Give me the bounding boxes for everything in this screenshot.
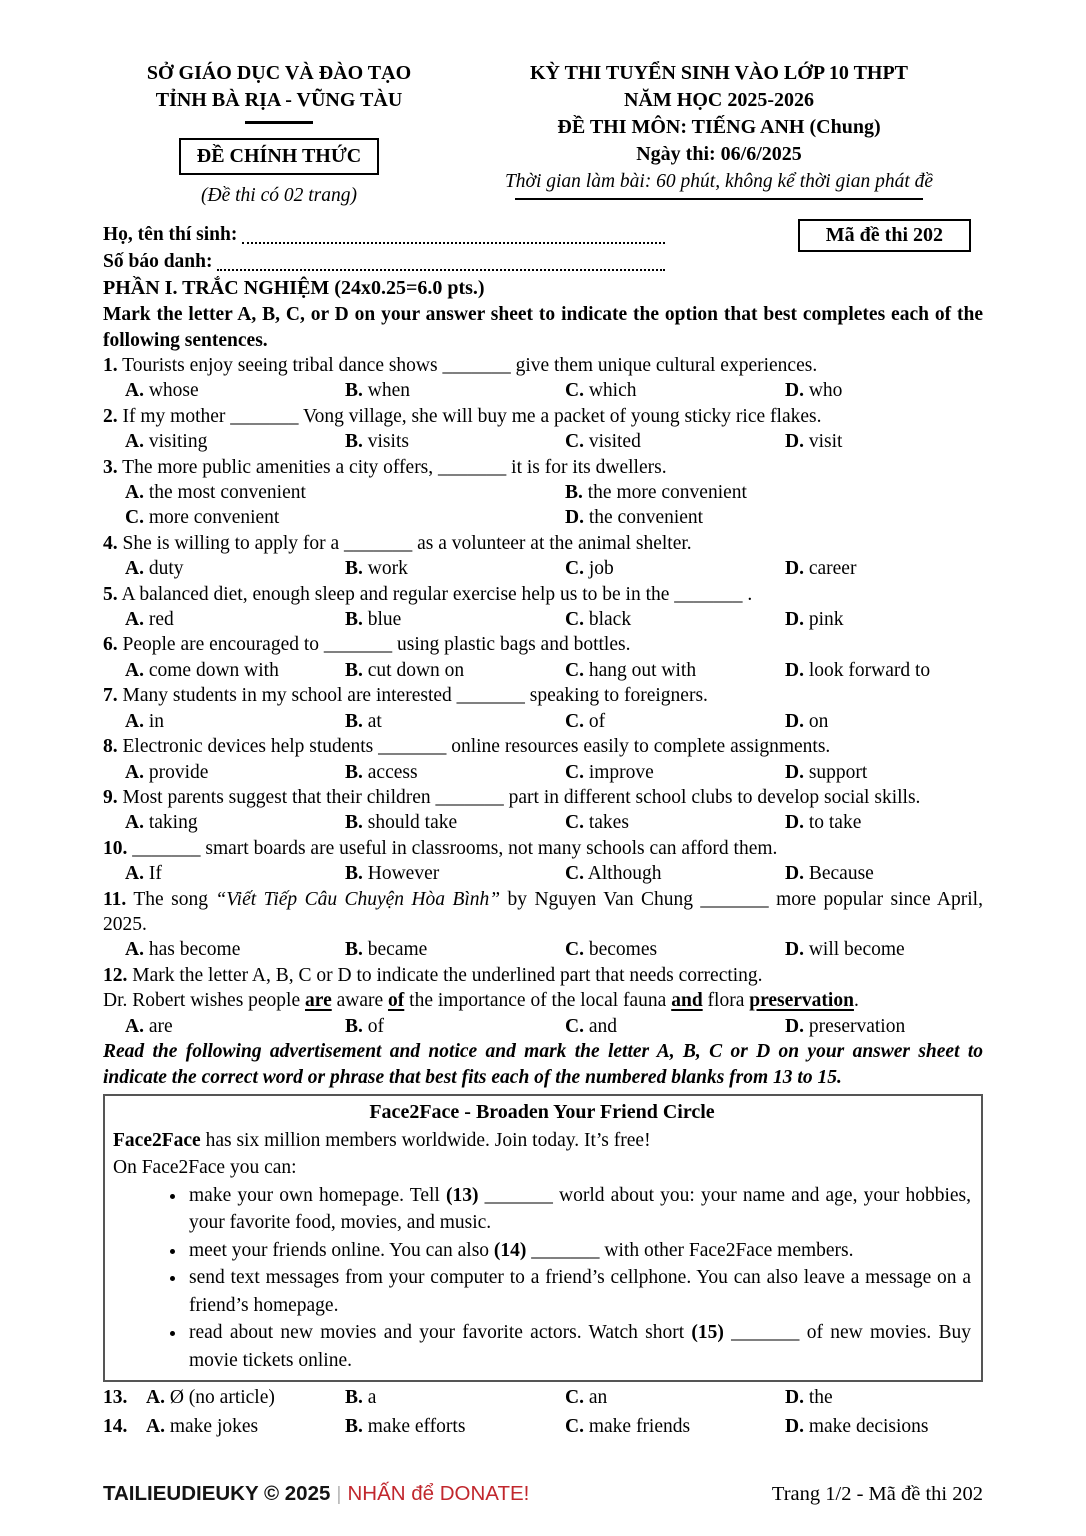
option-a: A. red [125,609,174,631]
donate-link[interactable]: NHẤN để DONATE! [347,1482,530,1505]
option-b: B. work [345,558,408,580]
option-d: D. pink [785,609,844,631]
question-7 [103,683,983,708]
header-left-divider [245,121,313,124]
exam-date: Ngày thi: 06/6/2025 [636,143,802,165]
notice-line2: On Face2Face you can: [113,1157,297,1179]
question-text: Mark the letter A, B, C or D to indicate the underlined part that needs correcting. [132,964,763,986]
option-d: D. who [785,380,843,402]
option-b: B. access [345,761,418,783]
option-d: D. career [785,558,857,580]
question-3-options [125,480,983,531]
question-number: 3. [103,456,118,478]
option-d: D. the convenient [565,507,704,529]
question-4 [103,531,983,556]
option-a: A. in [125,710,165,732]
option-a: A. taking [125,812,198,834]
option-a: A. visiting [125,431,208,453]
question-text: A balanced diet, enough sleep and regular exercise help us to be in the _______ . [121,583,753,605]
question-10 [103,836,983,861]
question-text: People are encouraged to _______ using plastic bags and bottles. [122,634,631,656]
option-b: B. should take [345,812,458,834]
footer-separator: | [336,1483,342,1505]
option-c: C. of [565,710,606,732]
site-brand: TAILIEUDIEUKY © 2025 [103,1482,331,1505]
exam-header [103,60,983,207]
question-text: Many students in my school are interested _______ speaking to foreigners. [122,685,708,707]
option-b: B. make efforts [345,1416,466,1438]
option-c: C. takes [565,812,629,834]
question-13-options [103,1385,983,1411]
header-right-divider [515,198,923,200]
option-d: D. make decisions [785,1416,929,1438]
exam-code-box: Mã đề thi 202 [798,219,971,252]
notice-bullet-3: • send text messages from your computer to a friend’s cellphone. You can also leave a message on a friend’s homepage. [187,1264,971,1319]
candidate-id-dotted-line [217,269,665,271]
option-c: C. improve [565,761,654,783]
question-number: 5. [103,583,118,605]
question-8 [103,734,983,759]
option-d: D. look forward to [785,659,931,681]
option-c: C. black [565,609,632,631]
option-b: B. However [345,863,440,885]
question-text: She is willing to apply for a _______ as a volunteer at the animal shelter. [122,532,692,554]
option-a: A. Ø (no article) [146,1387,275,1409]
candidate-name-dotted-line [242,242,665,244]
song-title-italic: “Viết Tiếp Câu Chuyện Hòa Bình” [215,888,501,910]
candidate-id-label: Số báo danh: [103,251,213,272]
question-11-options [125,937,983,962]
option-d: D. visit [785,431,843,453]
option-b: B. of [345,1015,385,1037]
question-text: _______ smart boards are useful in classrooms, not many schools can afford them. [132,837,778,859]
question-text: Tourists enjoy seeing tribal dance shows _______ give them unique cultural experiences. [122,355,818,376]
question-number: 10. [103,837,128,859]
question-14-options [103,1414,983,1440]
option-a: A. duty [125,558,184,580]
option-d: D. support [785,761,868,783]
notice-bullet-4: • read about new movies and your favorite actors. Watch short (15) _______ of new movies. Buy movie tickets online. [187,1319,971,1374]
question-text: by Nguyen Van Chung _______ more popular since April, 2025. [103,888,983,935]
notice-bullet-1: • make your own homepage. Tell (13) _______ world about you: your name and age, your hobbies, your favorite food, movies, and music. [187,1182,971,1237]
option-b: B. became [345,939,428,961]
option-c: C. becomes [565,939,658,961]
question-12-options [125,1014,983,1039]
question-number: 1. [103,355,118,376]
option-d: D. Because [785,863,874,885]
question-5-options [125,607,983,632]
notice-title: Face2Face - Broaden Your Friend Circle [369,1100,715,1123]
question-number: 12. [103,964,128,986]
page-count-note: (Đề thi có 02 trang) [201,185,357,206]
question-number: 13. [103,1387,128,1409]
question-11 [103,887,983,938]
page-footer [103,1482,983,1506]
candidate-name-row [103,221,665,248]
question-text: Electronic devices help students _______ online resources easily to complete assignments. [122,736,831,758]
part1-instruction: Mark the letter A, B, C, or D on your answer sheet to indicate the option that best completes each of the following sentences. [103,304,983,351]
subject-title: ĐỀ THI MÔN: TIẾNG ANH (Chung) [557,116,881,138]
option-b: B. the more convenient [565,482,747,504]
option-b: B. at [345,710,382,732]
reading-instruction: Read the following advertisement and notice and mark the letter A, B, C or D on your answer sheet to indicate the correct word or phrase that best fits each of the numbered blanks from 13 to 15. [103,1040,983,1088]
option-b: B. visits [345,431,409,453]
option-b: B. blue [345,609,402,631]
option-c: C. Although [565,863,662,885]
question-12 [103,963,983,988]
department-name-line1: SỞ GIÁO DỤC VÀ ĐÀO TẠO [146,62,412,84]
option-d: D. will become [785,939,905,961]
underlined-word-d: preservation [749,990,854,1012]
option-a: A. provide [125,761,209,783]
question-text: The more public amenities a city offers, _______ it is for its dwellers. [122,456,667,478]
footer-left [103,1482,529,1506]
candidate-info-section [103,221,983,275]
option-c: C. hang out with [565,659,697,681]
notice-bullet-2: • meet your friends online. You can also (14) _______ with other Face2Face members. [187,1237,971,1265]
option-b: B. cut down on [345,659,465,681]
option-c: C. and [565,1015,617,1037]
question-number: 4. [103,532,118,554]
question-2 [103,404,983,429]
option-c: C. more convenient [125,507,280,529]
option-d: D. on [785,710,829,732]
option-c: C. which [565,380,637,402]
school-year: NĂM HỌC 2025-2026 [624,89,814,111]
exam-duration: Thời gian làm bài: 60 phút, không kể thời gian phát đề [504,171,934,192]
exam-title: KỲ THI TUYỂN SINH VÀO LỚP 10 THPT [529,62,909,84]
question-text: The song [133,888,216,910]
question-5 [103,582,983,607]
question-9 [103,785,983,810]
underlined-word-a: are [305,990,332,1012]
question-6-options [125,658,983,683]
question-number: 11. [103,888,127,910]
option-a: A. whose [125,380,199,402]
question-6 [103,632,983,657]
question-number: 9. [103,786,118,808]
question-number: 6. [103,634,118,656]
page-number: Trang 1/2 - Mã đề thi 202 [771,1483,983,1505]
option-b: B. when [345,380,411,402]
option-a: A. If [125,863,162,885]
option-d: D. preservation [785,1015,906,1037]
question-number: 14. [103,1416,128,1438]
question-4-options [125,556,983,581]
question-number: 7. [103,685,118,707]
question-1-options [125,378,983,403]
option-a: A. come down with [125,659,279,681]
question-text: Most parents suggest that their children _______ part in different school clubs to develop social skills. [122,786,921,808]
department-name-line2: TỈNH BÀ RỊA - VŨNG TÀU [155,89,403,111]
official-exam-stamp: ĐỀ CHÍNH THỨC [179,138,379,175]
notice-intro: Face2Face has six million members worldwide. Join today. It’s free! [113,1129,651,1151]
part1-title: PHẦN I. TRẮC NGHIỆM (24x0.25=6.0 pts.) [103,277,485,299]
question-number: 8. [103,736,118,758]
option-a: A. has become [125,939,241,961]
header-left-block [103,60,455,207]
question-7-options [125,709,983,734]
option-a: A. make jokes [146,1416,259,1438]
option-c: C. job [565,558,614,580]
option-c: C. make friends [565,1416,691,1438]
question-3 [103,455,983,480]
question-8-options [125,760,983,785]
underlined-word-c: and [671,990,703,1012]
question-text: If my mother _______ Vong village, she will buy me a packet of young sticky rice flakes. [122,405,822,427]
question-10-options [125,861,983,886]
header-right-block [455,60,983,207]
candidate-name-label: Họ, tên thí sinh: [103,224,238,245]
candidate-id-row [103,248,665,275]
option-a: A. the most convenient [125,482,306,504]
question-12-sentence: Dr. Robert wishes people are aware of the importance of the local fauna and flora preservation. [103,990,859,1012]
option-d: D. to take [785,812,862,834]
question-9-options [125,810,983,835]
notice-bullet-list [113,1182,971,1375]
option-c: C. an [565,1387,608,1409]
question-number: 2. [103,405,118,427]
option-c: C. visited [565,431,641,453]
question-2-options [125,429,983,454]
question-1 [103,353,983,378]
option-d: D. the [785,1387,833,1409]
underlined-word-b: of [388,990,405,1012]
face2face-notice-box [103,1094,983,1383]
option-a: A. are [125,1015,173,1037]
option-b: B. a [345,1387,377,1409]
